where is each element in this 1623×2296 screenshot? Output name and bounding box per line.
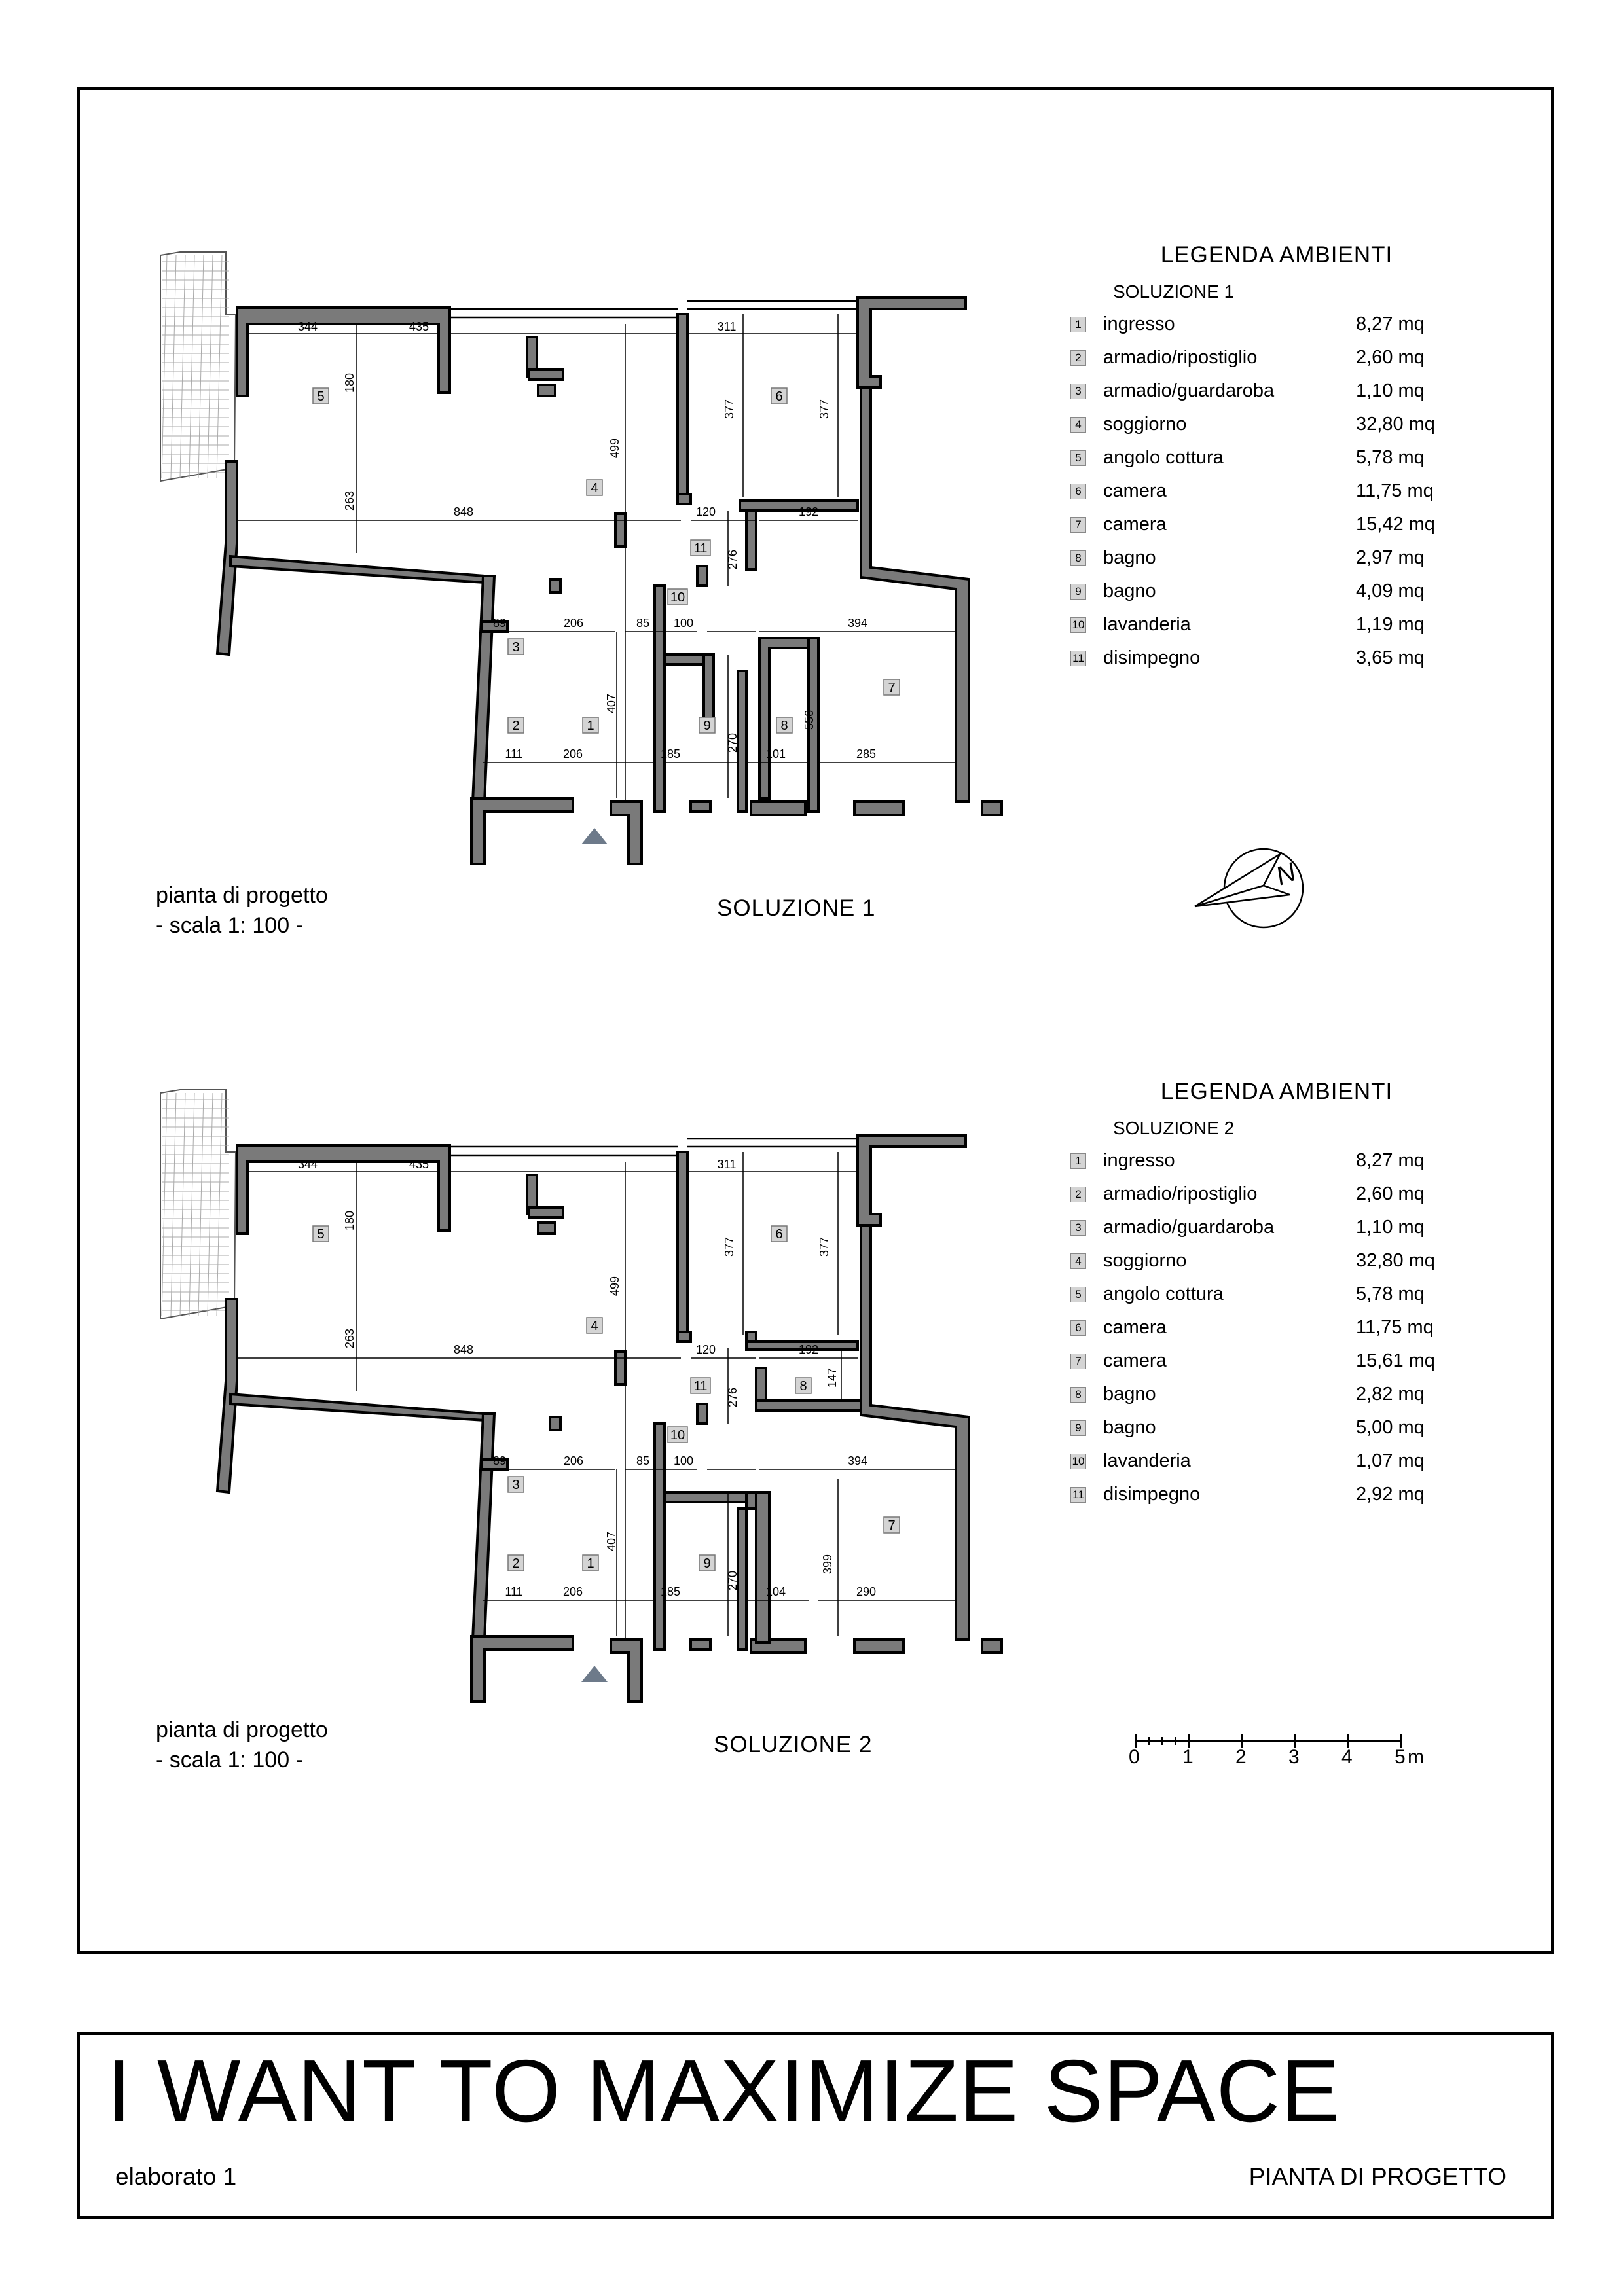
- legend-row: [1067, 441, 1473, 475]
- room-tag-number: 3: [512, 1478, 520, 1492]
- plan-label-line-1: pianta di progetto: [156, 1717, 328, 1742]
- dimension-label: 556: [803, 709, 816, 730]
- room-tag-number: 8: [799, 1379, 807, 1393]
- dimension-label: 100: [673, 617, 694, 630]
- room-tag: [691, 540, 710, 556]
- svg-text:N: N: [1272, 857, 1300, 891]
- dimension-label: 111: [505, 747, 523, 761]
- legend-subtitle: SOLUZIONE 1: [1113, 281, 1235, 302]
- legend-room-name: bagno: [1103, 581, 1156, 601]
- dimension-label: 85: [636, 617, 650, 630]
- legend-row: [1067, 1411, 1473, 1444]
- room-tag-number: 4: [591, 481, 598, 495]
- legend-room-name: disimpegno: [1103, 1484, 1201, 1505]
- scale-tick-label: 2: [1235, 1746, 1247, 1768]
- legend-row: [1067, 508, 1473, 541]
- legend-room-number: 1: [1070, 1153, 1086, 1169]
- legend-row: [1067, 641, 1473, 675]
- windows: [450, 1139, 858, 1155]
- room-tag-number: 11: [693, 541, 708, 556]
- legend-room-area: 11,75 mq: [1356, 480, 1434, 501]
- dimension-label: 399: [821, 1554, 834, 1575]
- legend-room-number: 8: [1070, 1387, 1086, 1403]
- legend-row: [1067, 1478, 1473, 1511]
- room-tag: [699, 717, 715, 733]
- legend-room-name: ingresso: [1103, 314, 1175, 334]
- legend-room-number: 6: [1070, 1320, 1086, 1336]
- legend-row: [1067, 541, 1473, 575]
- solution-title: SOLUZIONE 2: [714, 1732, 873, 1757]
- legend-row: [1067, 575, 1473, 608]
- dimension-label: 185: [660, 747, 681, 761]
- legend-row: [1067, 408, 1473, 441]
- room-tag-number: 1: [587, 719, 594, 733]
- room-tag-number: 5: [317, 1227, 325, 1242]
- legend-row: [1067, 1344, 1473, 1378]
- dimension-label: 89: [492, 1454, 507, 1467]
- room-tag-number: 1: [587, 1556, 594, 1571]
- plan-label: [156, 880, 328, 941]
- legend-row: [1067, 475, 1473, 508]
- entrance-arrow-icon: [581, 828, 608, 844]
- legend-room-name: disimpegno: [1103, 647, 1201, 668]
- plan-label: [156, 1715, 328, 1775]
- room-tag-number: 4: [591, 1319, 598, 1333]
- balcony: [160, 252, 236, 481]
- scale-tick-label: 1: [1182, 1746, 1194, 1768]
- legend-row: [1067, 1244, 1473, 1278]
- legend-room-area: 32,80 mq: [1356, 414, 1435, 435]
- room-tag: [795, 1378, 811, 1393]
- scale-unit: m: [1408, 1746, 1424, 1768]
- legend-room-number: 4: [1070, 1253, 1086, 1269]
- legend-room-area: 8,27 mq: [1356, 314, 1425, 334]
- legend-room-number: 5: [1070, 1287, 1086, 1302]
- room-tag-number: 11: [693, 1379, 708, 1393]
- legend-room-name: soggiorno: [1103, 1250, 1187, 1271]
- room-tag-number: 7: [888, 1518, 896, 1533]
- room-tag-number: 10: [670, 1428, 685, 1443]
- dimension-label: 206: [562, 1585, 583, 1598]
- legend-room-area: 5,78 mq: [1356, 1283, 1425, 1304]
- plan-label-line-1: pianta di progetto: [156, 883, 328, 908]
- room-tag-number: 7: [888, 681, 896, 695]
- room-tag-number: 10: [670, 590, 685, 605]
- dimension-label: 311: [717, 320, 737, 333]
- legend-room-area: 2,92 mq: [1356, 1484, 1425, 1505]
- legend-row: [1067, 1177, 1473, 1211]
- room-tag-number: 8: [780, 719, 788, 733]
- legend-room-number: 6: [1070, 484, 1086, 499]
- legend-room-name: armadio/guardaroba: [1103, 1217, 1275, 1238]
- legend-room-number: 11: [1070, 651, 1086, 666]
- legend-title: LEGENDA AMBIENTI: [1160, 242, 1393, 268]
- dimension-label: 848: [453, 1343, 474, 1356]
- legend-room-area: 2,97 mq: [1356, 547, 1425, 568]
- legend-row: [1067, 374, 1473, 408]
- legend-room-area: 15,42 mq: [1356, 514, 1435, 535]
- legend-room-number: 11: [1070, 1487, 1086, 1503]
- room-tag-number: 3: [512, 640, 520, 655]
- legend-room-name: armadio/ripostiglio: [1103, 347, 1258, 368]
- room-tag: [508, 1477, 524, 1492]
- project-title: I WANT TO MAXIMIZE SPACE: [107, 2041, 1341, 2140]
- legend-room-number: 3: [1070, 384, 1086, 399]
- legend-room-name: lavanderia: [1103, 614, 1191, 635]
- legend-room-area: 3,65 mq: [1356, 647, 1425, 668]
- legend-row: [1067, 608, 1473, 641]
- plan-label-line-2: - scala 1: 100 -: [156, 913, 303, 938]
- dimension-label: 407: [605, 693, 618, 714]
- floor-plan-solution-2: [131, 1073, 1015, 1728]
- legend-row: [1067, 1444, 1473, 1478]
- room-tag: [699, 1555, 715, 1571]
- dimension-label: 435: [409, 320, 429, 333]
- walls: [217, 1136, 1002, 1702]
- room-tag: [668, 589, 687, 605]
- dimension-label: 270: [726, 732, 739, 753]
- legend-room-number: 7: [1070, 1354, 1086, 1369]
- dimension-label: 311: [717, 1158, 737, 1171]
- floor-plan-solution-1: [131, 236, 1015, 890]
- legend-room-number: 1: [1070, 317, 1086, 332]
- room-tag: [884, 679, 900, 695]
- dimension-label: 407: [605, 1531, 618, 1552]
- dimension-label: 206: [563, 1454, 584, 1467]
- dimension-label: 848: [453, 505, 474, 518]
- legend-room-number: 10: [1070, 1454, 1086, 1469]
- dimension-label: 185: [660, 1585, 681, 1598]
- dimension-label: 100: [673, 1454, 694, 1467]
- legend-room-number: 7: [1070, 517, 1086, 533]
- room-tag: [691, 1378, 710, 1393]
- dimension-label: 85: [636, 1454, 650, 1467]
- dimension-label: 111: [505, 1585, 523, 1598]
- dimension-label: 180: [343, 372, 356, 393]
- legend-room-number: 9: [1070, 584, 1086, 600]
- dimension-label: 435: [409, 1158, 429, 1171]
- drawing-number: elaborato 1: [115, 2163, 237, 2190]
- room-tag: [508, 717, 524, 733]
- legend-room-area: 8,27 mq: [1356, 1150, 1425, 1171]
- legend-room-name: camera: [1103, 514, 1167, 535]
- dimension-label: 192: [798, 1343, 819, 1356]
- legend-room-area: 1,10 mq: [1356, 380, 1425, 401]
- legend-room-area: 2,82 mq: [1356, 1384, 1425, 1405]
- room-tag: [508, 639, 524, 655]
- legend-room-name: camera: [1103, 480, 1167, 501]
- room-legend-solution-1: [1067, 242, 1473, 675]
- dimension-label: 377: [818, 399, 831, 420]
- dimension-label: 180: [343, 1210, 356, 1231]
- room-tag-number: 9: [703, 719, 711, 733]
- room-tag: [587, 480, 602, 495]
- room-tag: [313, 1226, 329, 1242]
- dimension-label: 344: [297, 1158, 318, 1171]
- legend-row: [1067, 1378, 1473, 1411]
- legend-room-area: 2,60 mq: [1356, 1183, 1425, 1204]
- legend-room-name: camera: [1103, 1317, 1167, 1338]
- legend-room-area: 5,00 mq: [1356, 1417, 1425, 1438]
- legend-room-name: soggiorno: [1103, 414, 1187, 435]
- legend-room-name: armadio/guardaroba: [1103, 380, 1275, 401]
- legend-room-area: 15,61 mq: [1356, 1350, 1435, 1371]
- dimension-label: 499: [608, 1276, 621, 1297]
- legend-room-number: 2: [1070, 1187, 1086, 1202]
- room-legend-solution-2: [1067, 1079, 1473, 1511]
- legend-room-area: 4,09 mq: [1356, 581, 1425, 601]
- dimension-label: 263: [343, 1328, 356, 1349]
- legend-room-area: 11,75 mq: [1356, 1317, 1434, 1338]
- dimension-label: 147: [826, 1367, 839, 1388]
- room-tag: [583, 717, 598, 733]
- walls: [217, 298, 1002, 864]
- dimension-label: 394: [847, 617, 868, 630]
- dimension-label: 89: [492, 617, 507, 630]
- dimension-label: 104: [765, 1585, 786, 1598]
- drawing-type: PIANTA DI PROGETTO: [1249, 2163, 1506, 2190]
- legend-room-number: 4: [1070, 417, 1086, 433]
- legend-room-number: 9: [1070, 1420, 1086, 1436]
- north-arrow-icon: [1192, 848, 1322, 946]
- legend-row: [1067, 1211, 1473, 1244]
- room-tag-number: 2: [512, 719, 520, 733]
- legend-subtitle: SOLUZIONE 2: [1113, 1118, 1235, 1138]
- legend-row: [1067, 1311, 1473, 1344]
- legend-room-number: 8: [1070, 550, 1086, 566]
- legend-title: LEGENDA AMBIENTI: [1160, 1079, 1393, 1104]
- dimension-label: 285: [856, 747, 877, 761]
- entrance-arrow-icon: [581, 1666, 608, 1682]
- dimension-label: 377: [723, 1236, 736, 1257]
- dimension-label: 206: [562, 747, 583, 761]
- dimension-label: 499: [608, 438, 621, 459]
- dimension-label: 276: [726, 549, 739, 570]
- legend-room-name: bagno: [1103, 547, 1156, 568]
- legend-room-name: camera: [1103, 1350, 1167, 1371]
- dimension-label: 270: [726, 1570, 739, 1591]
- windows: [450, 301, 858, 317]
- solution-title: SOLUZIONE 1: [717, 895, 876, 921]
- legend-room-number: 5: [1070, 450, 1086, 466]
- legend-room-area: 1,19 mq: [1356, 614, 1425, 635]
- legend-room-name: angolo cottura: [1103, 447, 1224, 468]
- legend-room-area: 32,80 mq: [1356, 1250, 1435, 1271]
- dimension-label: 120: [695, 1343, 716, 1356]
- scale-tick-label: 3: [1288, 1746, 1300, 1768]
- legend-row: [1067, 1144, 1473, 1177]
- legend-row: [1067, 308, 1473, 341]
- room-tag: [884, 1517, 900, 1533]
- legend-room-name: lavanderia: [1103, 1450, 1191, 1471]
- legend-room-area: 2,60 mq: [1356, 347, 1425, 368]
- dimension-label: 120: [695, 505, 716, 518]
- dimension-label: 377: [723, 399, 736, 420]
- legend-room-area: 1,10 mq: [1356, 1217, 1425, 1238]
- room-tag: [313, 388, 329, 404]
- legend-room-name: ingresso: [1103, 1150, 1175, 1171]
- legend-row: [1067, 341, 1473, 374]
- legend-row: [1067, 1278, 1473, 1311]
- room-tag: [771, 388, 787, 404]
- balcony: [160, 1090, 236, 1319]
- legend-room-number: 2: [1070, 350, 1086, 366]
- room-tag: [771, 1226, 787, 1242]
- room-tag: [508, 1555, 524, 1571]
- scale-tick-label: 4: [1341, 1746, 1353, 1768]
- dimension-label: 394: [847, 1454, 868, 1467]
- room-tag-number: 5: [317, 389, 325, 404]
- dimension-label: 192: [798, 505, 819, 518]
- legend-room-name: armadio/ripostiglio: [1103, 1183, 1258, 1204]
- dimension-label: 377: [818, 1236, 831, 1257]
- room-tag: [587, 1318, 602, 1333]
- room-tag: [668, 1427, 687, 1443]
- legend-room-name: bagno: [1103, 1417, 1156, 1438]
- legend-room-number: 10: [1070, 617, 1086, 633]
- room-tag-number: 6: [775, 389, 783, 404]
- legend-room-name: bagno: [1103, 1384, 1156, 1405]
- dimension-label: 276: [726, 1387, 739, 1408]
- legend-room-number: 3: [1070, 1220, 1086, 1236]
- scale-tick-label: 5: [1395, 1746, 1406, 1768]
- room-tag-number: 6: [775, 1227, 783, 1242]
- legend-room-area: 1,07 mq: [1356, 1450, 1425, 1471]
- room-tag: [776, 717, 792, 733]
- dimension-label: 206: [563, 617, 584, 630]
- scale-bar-line: [1120, 1728, 1421, 1754]
- legend-room-area: 5,78 mq: [1356, 447, 1425, 468]
- dimension-label: 263: [343, 490, 356, 511]
- dimension-label: 344: [297, 320, 318, 333]
- room-tag-number: 9: [703, 1556, 711, 1571]
- legend-room-name: angolo cottura: [1103, 1283, 1224, 1304]
- plan-label-line-2: - scala 1: 100 -: [156, 1748, 303, 1772]
- room-tag-number: 2: [512, 1556, 520, 1571]
- scale-tick-label: 0: [1129, 1746, 1140, 1768]
- room-tag: [583, 1555, 598, 1571]
- dimension-label: 290: [856, 1585, 877, 1598]
- dimension-label: 101: [765, 747, 786, 761]
